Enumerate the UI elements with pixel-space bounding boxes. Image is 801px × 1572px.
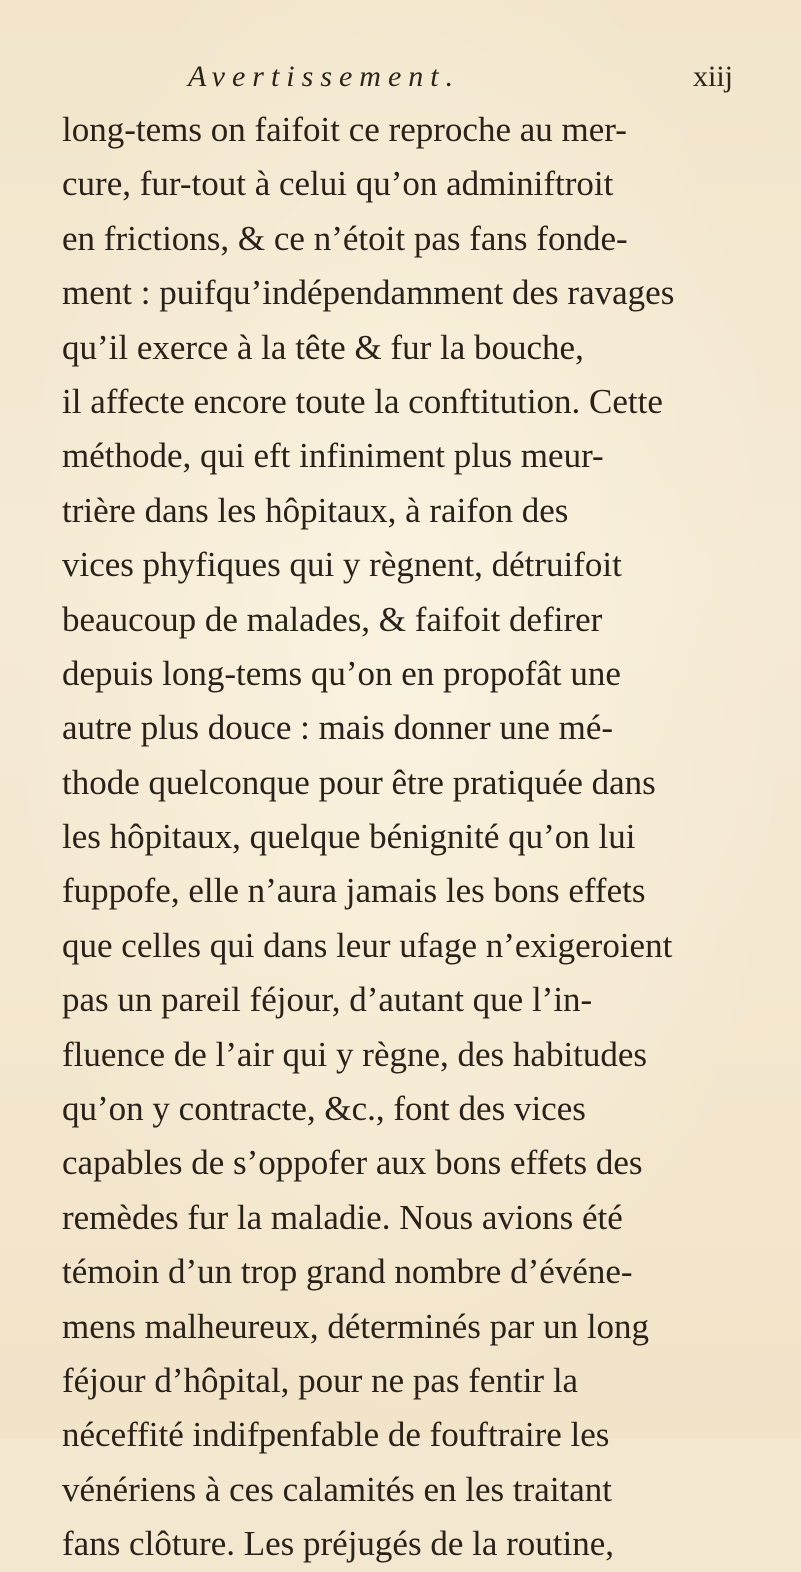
text-line: les hôpitaux, quelque bénignité qu’on lui: [62, 817, 636, 857]
text-line: mens malheureux, déterminés par un long: [62, 1306, 650, 1346]
text-line: trière dans les hôpitaux, à raifon des: [62, 490, 569, 530]
text-line: il affecte encore toute la conftitution. Cette: [62, 381, 663, 421]
text-line: thode quelconque pour être pratiquée dans: [62, 762, 656, 802]
body-text: [62, 103, 752, 1572]
text-line: qu’on y contracte, &c., font des vices: [62, 1089, 586, 1129]
text-line: fans clôture. Les préjugés de la routine,: [62, 1524, 615, 1564]
text-line: capables de s’oppofer aux bons effets des: [62, 1143, 643, 1183]
text-line: fuppofe, elle n’aura jamais les bons effets: [62, 871, 646, 911]
page-number: xiij: [693, 60, 734, 93]
text-line: beaucoup de malades, & faifoit defirer: [62, 599, 603, 639]
text-line: témoin d’un trop grand nombre d’événe-: [62, 1252, 633, 1292]
text-line: cure, fur-tout à celui qu’on adminiftroit: [62, 164, 614, 204]
text-line: ment : puifqu’indépendamment des ravages: [62, 273, 675, 313]
text-line: autre plus douce : mais donner une mé-: [62, 708, 614, 748]
text-line: vénériens à ces calamités en les traitant: [62, 1469, 613, 1509]
text-line: en frictions, & ce n’étoit pas fans fonde-: [62, 218, 628, 258]
text-line: depuis long-tems qu’on en propofât une: [62, 653, 621, 693]
text-line: qu’il exerce à la tête & fur la bouche,: [62, 327, 584, 367]
running-head: [0, 60, 801, 100]
text-line: pas un pareil féjour, d’autant que l’in-: [62, 980, 593, 1020]
running-title: Avertissement.: [188, 60, 461, 93]
text-line: féjour d’hôpital, pour ne pas fentir la: [62, 1360, 579, 1400]
text-line: vices phyfiques qui y règnent, détruifoit: [62, 545, 622, 585]
text-line: méthode, qui eft infiniment plus meur-: [62, 436, 604, 476]
text-line: remèdes fur la maladie. Nous avions été: [62, 1197, 623, 1237]
text-line: fluence de l’air qui y règne, des habitudes: [62, 1034, 648, 1074]
text-line: que celles qui dans leur ufage n’exigeroient: [62, 925, 673, 965]
text-line: néceffité indifpenfable de fouftraire les: [62, 1415, 610, 1455]
text-line: long-tems on faifoit ce reproche au mer-: [62, 110, 627, 149]
